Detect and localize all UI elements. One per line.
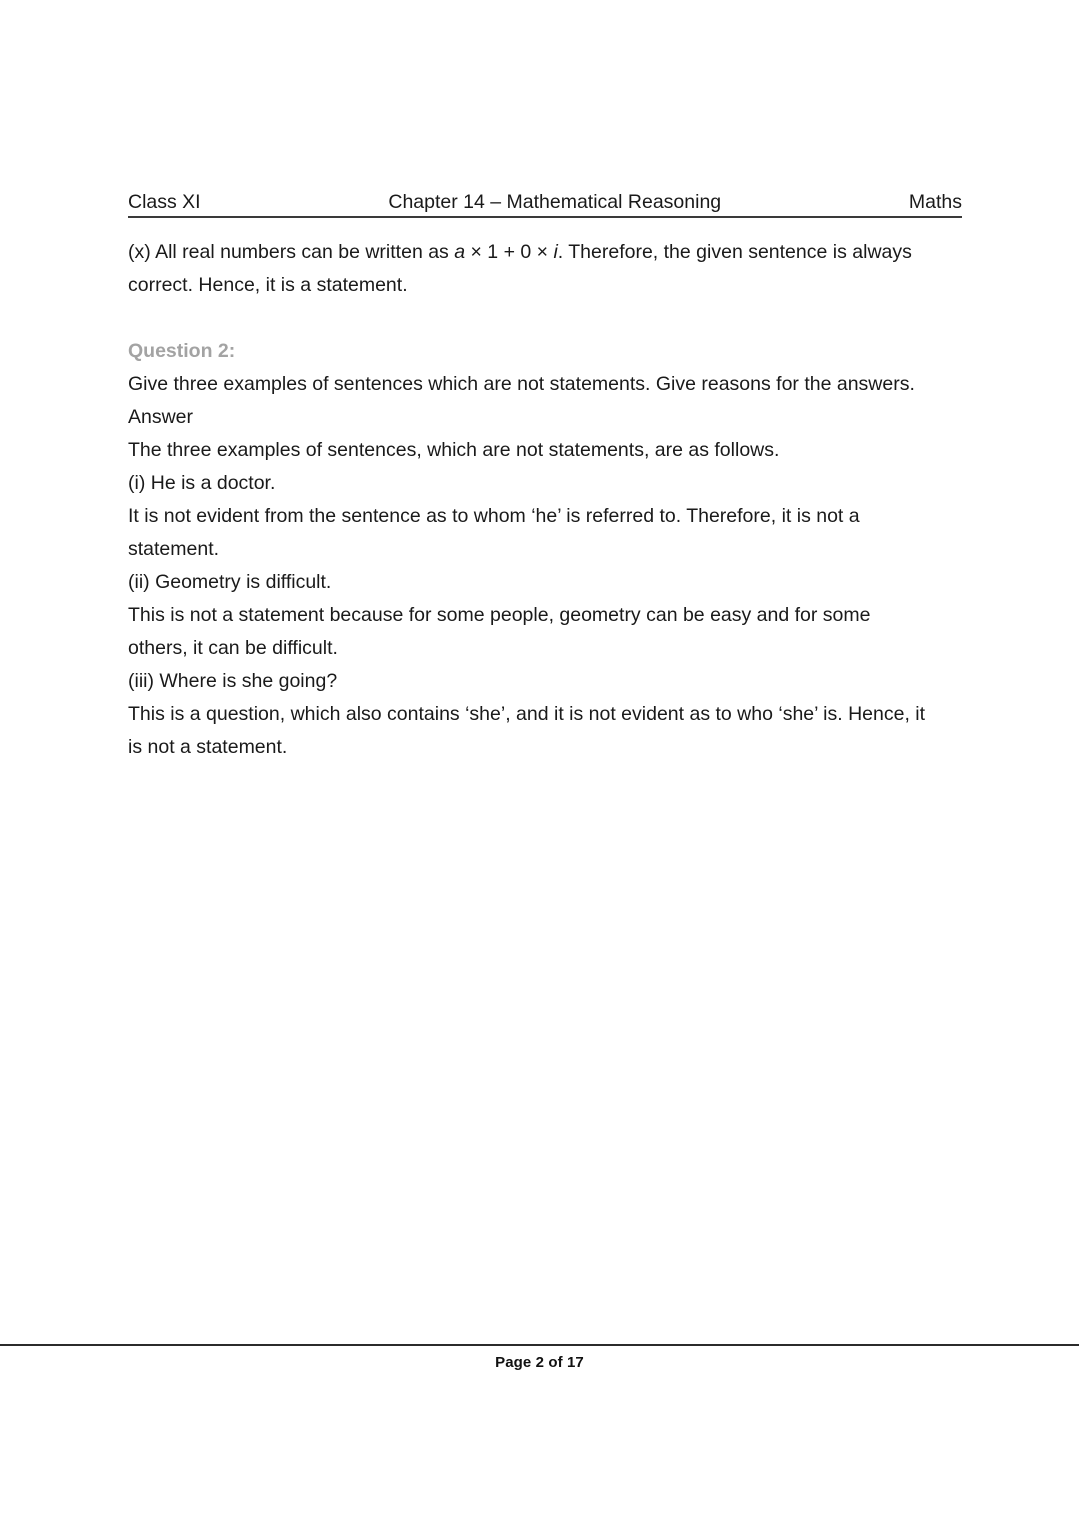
answer-intro: The three examples of sentences, which are not statements, are as follows. bbox=[128, 439, 780, 461]
example-item-i: (i) He is a doctor. bbox=[128, 472, 276, 494]
paragraph-item-x-part2: × 1 + 0 × bbox=[465, 241, 554, 263]
footer-divider bbox=[0, 1344, 1079, 1346]
page-header bbox=[128, 190, 962, 218]
answer-label: Answer bbox=[128, 406, 194, 428]
math-variable-i: i bbox=[553, 241, 558, 263]
example-item-ii: (ii) Geometry is difficult. bbox=[128, 571, 332, 593]
header-divider bbox=[128, 216, 962, 218]
header-chapter-title: Chapter 14 – Mathematical Reasoning bbox=[388, 191, 722, 213]
header-class-label: Class XI bbox=[128, 191, 201, 213]
page-footer bbox=[0, 1344, 1079, 1373]
paragraph-item-x-part1: (x) All real numbers can be written as bbox=[128, 241, 455, 263]
question-heading: Question 2: bbox=[128, 340, 236, 362]
paragraph-spacer bbox=[128, 302, 934, 335]
header-subject-label: Maths bbox=[908, 191, 962, 213]
page-content bbox=[128, 236, 934, 764]
paragraph-item-x bbox=[128, 236, 934, 302]
math-variable-a: a bbox=[454, 241, 466, 263]
example-item-iii-reason: This is a question, which also contains ‘she’, and it is not evident as to who ‘she’ is. Hence, it is not a statement. bbox=[128, 703, 926, 758]
paragraph-item-x-part3: . Therefore, the given sentence is always correct. Hence, it is a statement. bbox=[128, 241, 912, 296]
question-text: Give three examples of sentences which are not statements. Give reasons for the answers. bbox=[128, 373, 915, 395]
example-item-iii: (iii) Where is she going? bbox=[128, 670, 338, 692]
header-row bbox=[128, 190, 962, 214]
example-item-i-reason: It is not evident from the sentence as to whom ‘he’ is referred to. Therefore, it is not a statement. bbox=[128, 505, 860, 560]
example-item-ii-reason: This is not a statement because for some people, geometry can be easy and for some others, it can be difficult. bbox=[128, 604, 871, 659]
page-number-label: Page 2 of 17 bbox=[495, 1354, 584, 1371]
